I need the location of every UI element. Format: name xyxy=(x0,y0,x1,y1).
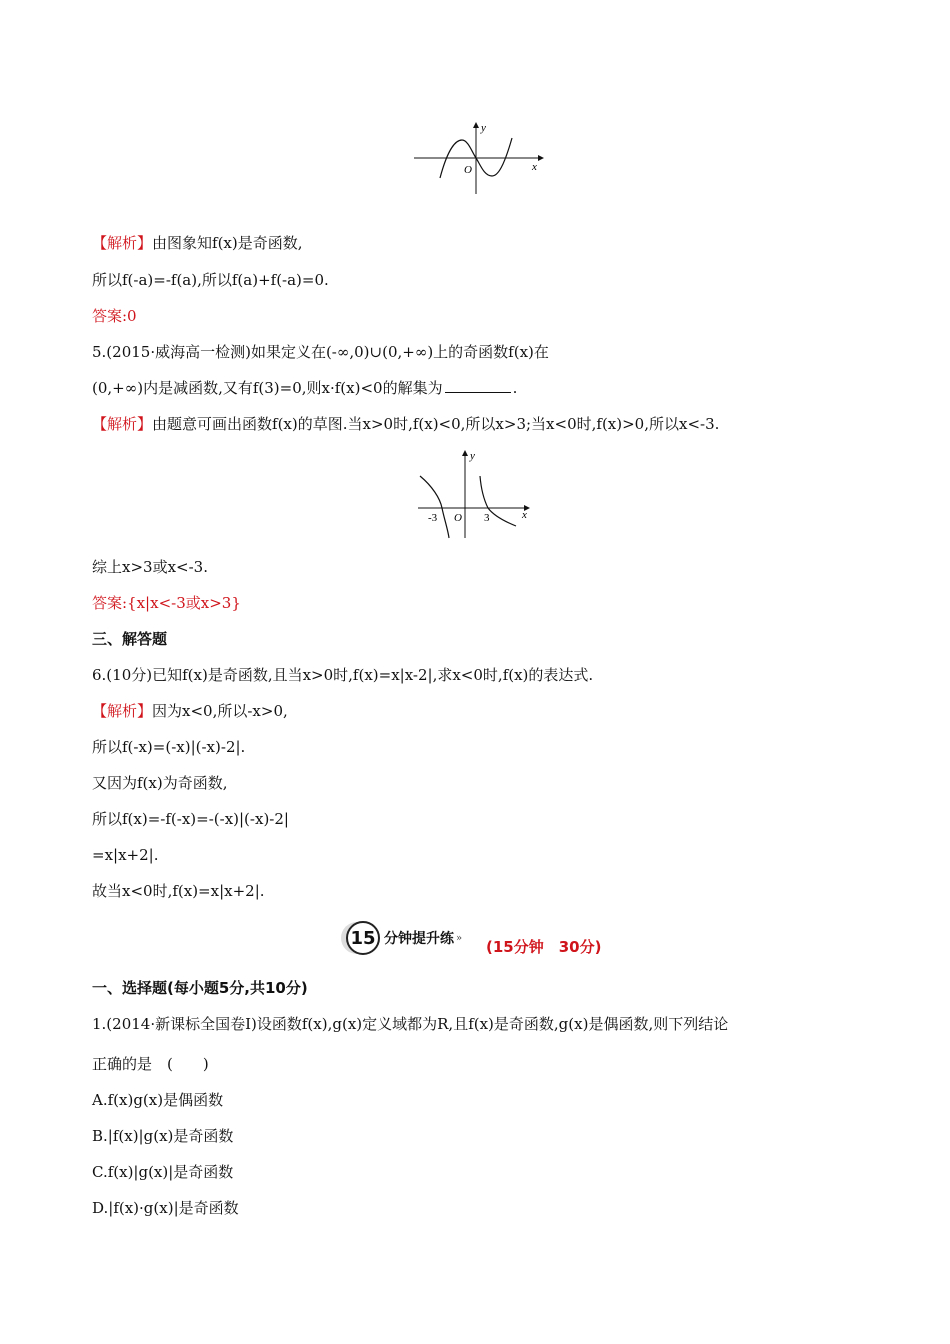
analysis-text: 由题意可画出函数f(x)的草图.当x>0时,f(x)<0,所以x>3;当x<0时,f(x)>0,所以x<-3. xyxy=(152,415,720,433)
analysis-tag: 【解析】 xyxy=(92,234,153,252)
badge-text: 分钟提升练 xyxy=(384,931,454,947)
solution-6-line-1 xyxy=(92,701,288,721)
graph2-tick-3: 3 xyxy=(484,512,490,524)
y-axis-arrow xyxy=(462,450,468,456)
answer-q4: 答案:0 xyxy=(92,307,137,325)
section-heading-1: 一、选择题(每小题5分,共10分) xyxy=(92,979,308,997)
question-5-line-2 xyxy=(92,378,517,398)
question-1-line-1: 1.(2014·新课标全国卷Ⅰ)设函数f(x),g(x)定义域都为R,且f(x)是奇函数,g(x)是偶函数,则下列结论 xyxy=(92,1015,729,1033)
question-6: 6.(10分)已知f(x)是奇函数,且当x>0时,f(x)=x|x-2|,求x<0时,f(x)的表达式. xyxy=(92,666,594,684)
badge-number: 15 xyxy=(346,921,380,955)
graph2-origin-label: O xyxy=(454,512,462,524)
option-c: C.f(x)|g(x)|是奇函数 xyxy=(92,1163,234,1181)
solution-1-line-2: 所以f(-a)=-f(a),所以f(a)+f(-a)=0. xyxy=(92,271,329,289)
badge-score: (15分钟 30分) xyxy=(486,938,602,956)
double-chevron-icon: » xyxy=(456,932,463,944)
practice-badge xyxy=(346,921,462,955)
answer-q5: 答案:{x|x<-3或x>3} xyxy=(92,594,241,612)
graph2-tick-neg3: -3 xyxy=(428,512,438,524)
answer-blank xyxy=(445,378,511,393)
option-b: B.|f(x)|g(x)是奇函数 xyxy=(92,1127,234,1145)
option-d: D.|f(x)·g(x)|是奇函数 xyxy=(92,1199,239,1217)
solution-6-line-4: 所以f(x)=-f(-x)=-(-x)|(-x)-2| xyxy=(92,810,289,828)
section-heading-3: 三、解答题 xyxy=(92,630,168,648)
solution-1 xyxy=(92,233,303,253)
question-1-line-2: 正确的是 ( ) xyxy=(92,1055,209,1073)
question-5-end: . xyxy=(512,379,518,397)
analysis-tag: 【解析】 xyxy=(92,415,153,433)
graph1-origin-label: O xyxy=(464,164,472,176)
analysis-tag: 【解析】 xyxy=(92,702,153,720)
graph2-y-label: y xyxy=(470,450,475,462)
analysis-text: 由图象知f(x)是奇函数, xyxy=(152,234,303,252)
solution-6-line-5: =x|x+2|. xyxy=(92,846,159,864)
solution-5-summary: 综上x>3或x<-3. xyxy=(92,558,208,576)
question-5-line-1: 5.(2015·威海高一检测)如果定义在(-∞,0)∪(0,+∞)上的奇函数f(x)在 xyxy=(92,343,549,361)
graph-decreasing-odd xyxy=(412,446,536,542)
y-axis-arrow xyxy=(473,122,479,128)
graph-odd-cubic xyxy=(410,118,546,198)
question-5-text: (0,+∞)内是减函数,又有f(3)=0,则x·f(x)<0的解集为 xyxy=(92,379,443,397)
analysis-text: 因为x<0,所以-x>0, xyxy=(152,702,288,720)
solution-6-line-6: 故当x<0时,f(x)=x|x+2|. xyxy=(92,882,265,900)
option-a: A.f(x)g(x)是偶函数 xyxy=(92,1091,224,1109)
curve-left xyxy=(420,476,449,538)
solution-6-line-3: 又因为f(x)为奇函数, xyxy=(92,774,228,792)
graph1-x-label: x xyxy=(532,161,537,173)
graph2-x-label: x xyxy=(522,509,527,521)
graph1-y-label: y xyxy=(481,122,486,134)
x-axis-arrow xyxy=(538,155,544,161)
solution-5 xyxy=(92,414,719,434)
solution-6-line-2: 所以f(-x)=(-x)|(-x)-2|. xyxy=(92,738,246,756)
